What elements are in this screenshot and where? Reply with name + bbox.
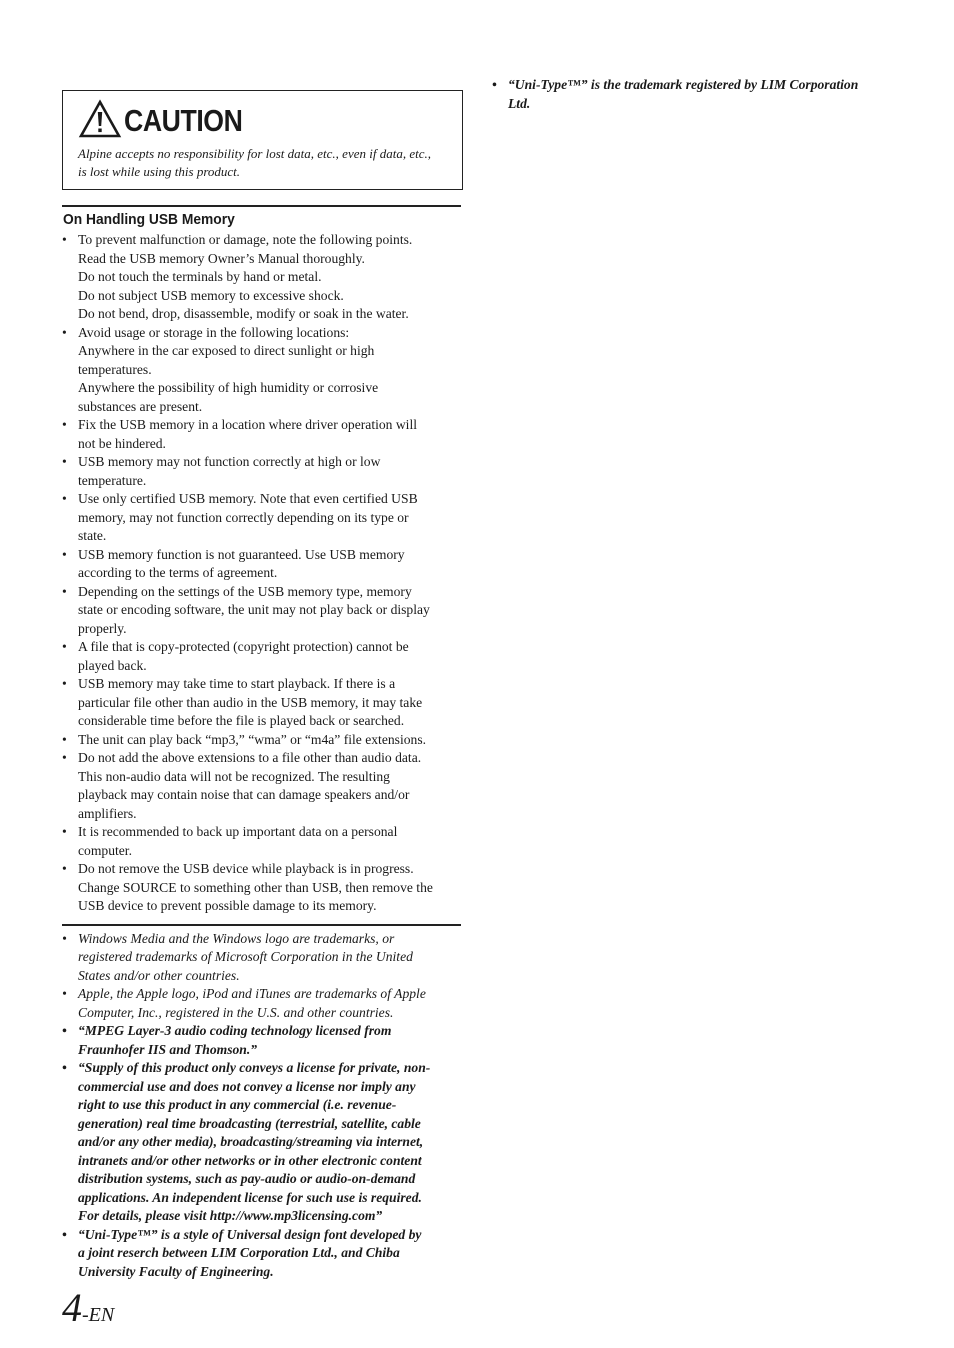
caution-title: CAUTION (124, 102, 243, 138)
list-item (62, 546, 462, 583)
list-item-line: played back. (78, 657, 147, 673)
list-item-line: • USB memory may take time to start playback. If there is a (78, 676, 396, 691)
trademark-notes-list (62, 930, 462, 1282)
list-item-line: applications. An independent license for such use is required. (78, 1189, 422, 1205)
list-item-line: • Fix the USB memory in a location where driver operation will (78, 417, 418, 432)
list-item-line: memory, may not function correctly depending on its type or (78, 509, 409, 525)
list-item-line: Change SOURCE to something other than USB, then remove the (78, 879, 433, 895)
left-column (62, 90, 462, 1281)
list-item-line: • USB memory function is not guaranteed. Use USB memory (78, 546, 405, 562)
list-item-line: • Apple, the Apple logo, iPod and iTunes are trademarks of Apple (78, 986, 426, 1001)
list-item-line: a joint reserch between LIM Corporation Ltd., and Chiba (78, 1245, 400, 1260)
right-notes-list (492, 76, 892, 113)
list-item-line: • It is recommended to back up important data on a personal (78, 824, 398, 839)
list-item (62, 416, 462, 453)
list-item-line: • “Uni-Type™” is the trademark registered by LIM Corporation (508, 77, 859, 92)
list-item-line: • Do not remove the USB device while playback is in progress. (78, 861, 414, 876)
list-item-line: according to the terms of agreement. (78, 565, 278, 580)
list-item (62, 638, 462, 675)
note-item (62, 930, 462, 986)
page-number (62, 1285, 115, 1330)
list-item-line: state. (78, 528, 107, 543)
usb-handling-list (62, 231, 462, 916)
list-item-line: right to use this product in any commercial (i.e. revenue- (78, 1097, 397, 1112)
list-item-line: Fraunhofer IIS and Thomson.” (78, 1041, 258, 1057)
list-item (62, 860, 462, 916)
list-item-line: registered trademarks of Microsoft Corporation in the United (78, 949, 413, 964)
list-item-line: This non-audio data will not be recognized. The resulting (78, 768, 390, 784)
warning-triangle-icon (78, 99, 122, 139)
list-item-line: USB device to prevent possible damage to its memory. (78, 898, 377, 913)
page-number-digit: 4 (62, 1285, 82, 1330)
list-item-line: intranets and/or other networks or in other electronic content (78, 1152, 422, 1168)
list-item-line: University Faculty of Engineering. (78, 1263, 274, 1279)
list-item-line: • “MPEG Layer-3 audio coding technology licensed from (78, 1023, 392, 1038)
list-item (62, 490, 462, 546)
list-item-line: Read the USB memory Owner’s Manual thoroughly. (78, 250, 365, 266)
caution-header (78, 101, 454, 139)
list-item-line: • The unit can play back “mp3,” “wma” or “m4a” file extensions. (78, 731, 427, 747)
list-item-line: not be hindered. (78, 435, 166, 451)
list-item (62, 675, 462, 731)
caution-text-line: Alpine accepts no responsibility for lost data, etc., even if data, etc., (78, 146, 431, 161)
caution-text-line: is lost while using this product. (78, 163, 241, 179)
note-item (492, 76, 892, 113)
list-item-line: • Use only certified USB memory. Note that even certified USB (78, 491, 418, 506)
page-number-suffix: -EN (82, 1304, 115, 1326)
list-item-line: substances are present. (78, 398, 203, 414)
list-item (62, 731, 462, 750)
caution-box (62, 90, 463, 190)
list-item-line: properly. (78, 620, 127, 636)
list-item (62, 583, 462, 639)
list-item (62, 231, 462, 324)
list-item-line: temperatures. (78, 361, 152, 377)
list-item-line: Do not touch the terminals by hand or metal. (78, 269, 322, 284)
section-title: On Handling USB Memory (63, 211, 235, 228)
list-item-line: • “Uni-Type™” is a style of Universal design font developed by (78, 1226, 422, 1242)
note-item (62, 1022, 462, 1059)
list-item-line: computer. (78, 842, 132, 858)
list-item (62, 453, 462, 490)
section-divider (62, 205, 461, 207)
list-item-line: States and/or other countries. (78, 967, 240, 983)
list-item (62, 324, 462, 417)
section-divider (62, 924, 461, 926)
caution-text (78, 145, 454, 180)
list-item-line: commercial use and does not convey a license nor imply any (78, 1078, 416, 1094)
note-item (62, 985, 462, 1022)
list-item (62, 823, 462, 860)
list-item-line: and/or any other media), broadcasting/streaming via internet, (78, 1134, 424, 1149)
list-item-line: Do not bend, drop, disassemble, modify or soak in the water. (78, 306, 409, 321)
list-item-line: • Depending on the settings of the USB memory type, memory (78, 583, 412, 599)
note-item (62, 1226, 462, 1282)
list-item-line: considerable time before the file is played back or searched. (78, 713, 405, 728)
list-item-line: amplifiers. (78, 805, 137, 821)
list-item-line: particular file other than audio in the USB memory, it may take (78, 694, 423, 710)
list-item-line: • USB memory may not function correctly at high or low (78, 454, 381, 469)
list-item-line: • A file that is copy-protected (copyright protection) cannot be (78, 639, 409, 654)
list-item-line: distribution systems, such as pay-audio or audio-on-demand (78, 1171, 416, 1186)
list-item-line: playback may contain noise that can damage speakers and/or (78, 787, 410, 802)
list-item-line: generation) real time broadcasting (terrestrial, satellite, cable (78, 1115, 421, 1131)
list-item-line: Computer, Inc., registered in the U.S. and other countries. (78, 1004, 394, 1020)
list-item (62, 749, 462, 823)
list-item-line: • Avoid usage or storage in the following locations: (78, 324, 350, 340)
note-item (62, 1059, 462, 1226)
list-item-line: Ltd. (508, 95, 531, 111)
list-item-line: temperature. (78, 472, 147, 488)
list-item-line: For details, please visit http://www.mp3licensing.com” (78, 1208, 383, 1223)
list-item-line: Do not subject USB memory to excessive shock. (78, 287, 344, 303)
list-item-line: state or encoding software, the unit may not play back or display (78, 602, 430, 617)
right-column (492, 76, 892, 113)
list-item-line: Anywhere the possibility of high humidity or corrosive (78, 380, 379, 395)
list-item-line: Anywhere in the car exposed to direct sunlight or high (78, 343, 375, 358)
list-item-line: • To prevent malfunction or damage, note the following points. (78, 232, 413, 247)
list-item-line: • Do not add the above extensions to a file other than audio data. (78, 750, 422, 765)
list-item-line: • Windows Media and the Windows logo are trademarks, or (78, 930, 395, 946)
list-item-line: • “Supply of this product only conveys a license for private, non- (78, 1060, 431, 1075)
